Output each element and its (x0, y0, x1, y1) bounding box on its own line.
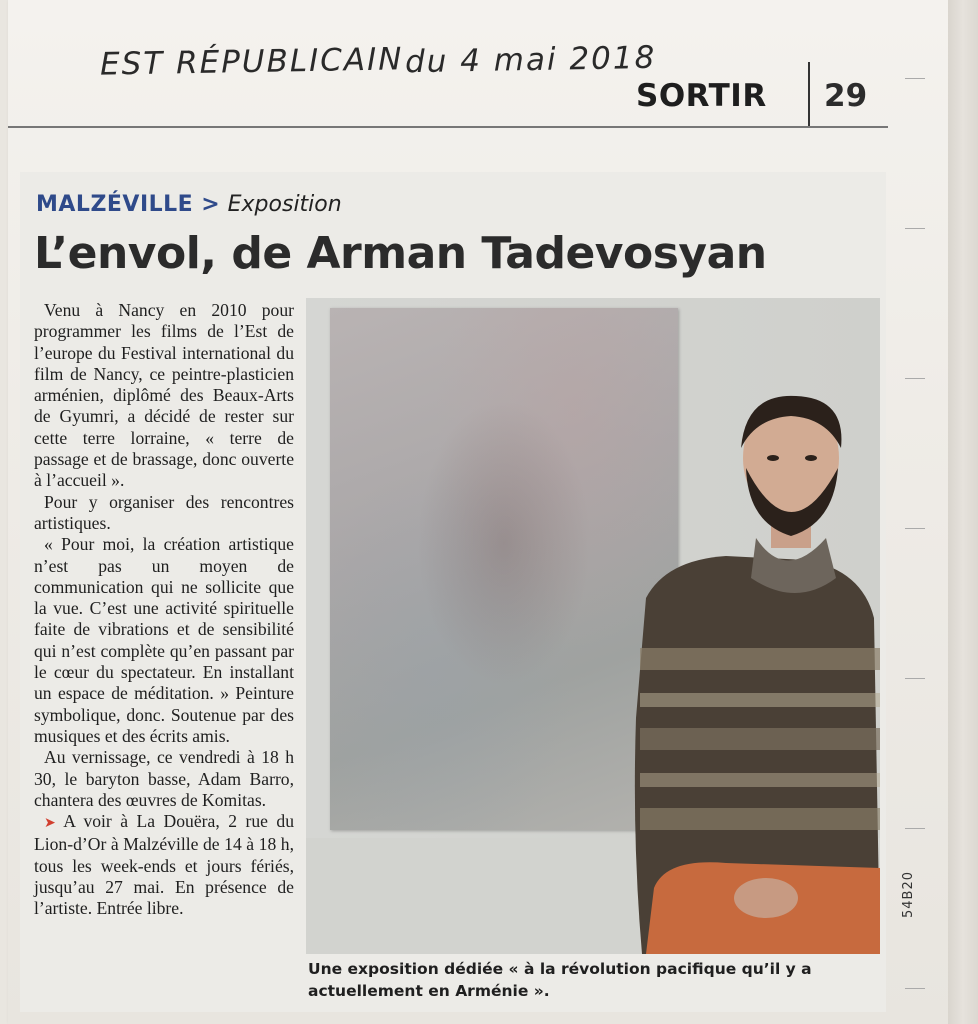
rubric-label: SORTIR (636, 78, 767, 114)
margin-tick (905, 828, 925, 829)
headline: L’envol, de Arman Tadevosyan (34, 228, 767, 279)
chevron-icon: > (201, 192, 220, 217)
paragraph-3: « Pour moi, la création artistique n’est pas un moyen de communication qui ne sollicite que la vue. C’est une activité spirituelle faite de vibrations et de sensibilité qui n’est complète qu’en passant par le cœur du spectateur. En installant un espace de méditation. » Peinture symbolique, donc. Soutenue par des musiques et des écrits amis. (34, 534, 294, 746)
header-rule (8, 126, 888, 128)
kicker (36, 192, 342, 217)
margin-tick (905, 678, 925, 679)
paragraph-2: Pour y organiser des rencontres artistiques. (34, 491, 294, 533)
info-text: A voir à La Douëra, 2 rue du Lion-d’Or à Malzéville de 14 à 18 h, tous les week-ends et jours fériés, jusqu’au 27 mai. En présence de l’artiste. Entrée libre. (34, 811, 294, 919)
artist-figure (306, 298, 880, 954)
paragraph-1: Venu à Nancy en 2010 pour programmer les films de l’Est de l’europe du Festival international du film de Nancy, ce peintre-plasticien arménien, diplômé des Beaux-Arts de Gyumri, a décidé de rester sur cette terre lorraine, « terre de passage et de brassage, donc ouverte à l’accueil ». (34, 300, 294, 491)
kicker-place: MALZÉVILLE (36, 192, 194, 217)
article-photo (306, 298, 880, 954)
margin-tick (905, 988, 925, 989)
header-separator (808, 62, 810, 126)
paragraph-4: Au vernissage, ce vendredi à 18 h 30, le baryton basse, Adam Barro, chantera des œuvres de Komitas. (34, 747, 294, 810)
margin-tick (905, 228, 925, 229)
info-paragraph (34, 811, 294, 919)
handwritten-newspaper-name: EST RÉPUBLICAIN (99, 41, 404, 83)
photo-caption: Une exposition dédiée « à la révolution pacifique qu’il y a actuellement en Arménie ». (308, 960, 812, 1000)
margin-tick (905, 78, 925, 79)
page-number: 29 (824, 78, 868, 114)
handwritten-date: du 4 mai 2018 (404, 39, 657, 81)
margin-tick (905, 378, 925, 379)
arrow-icon: ➤ (44, 815, 56, 832)
article-body (34, 300, 294, 920)
margin-code: 54B20 (901, 870, 916, 918)
page-edge (948, 0, 978, 1024)
margin-tick (905, 528, 925, 529)
kicker-section: Exposition (227, 192, 342, 217)
